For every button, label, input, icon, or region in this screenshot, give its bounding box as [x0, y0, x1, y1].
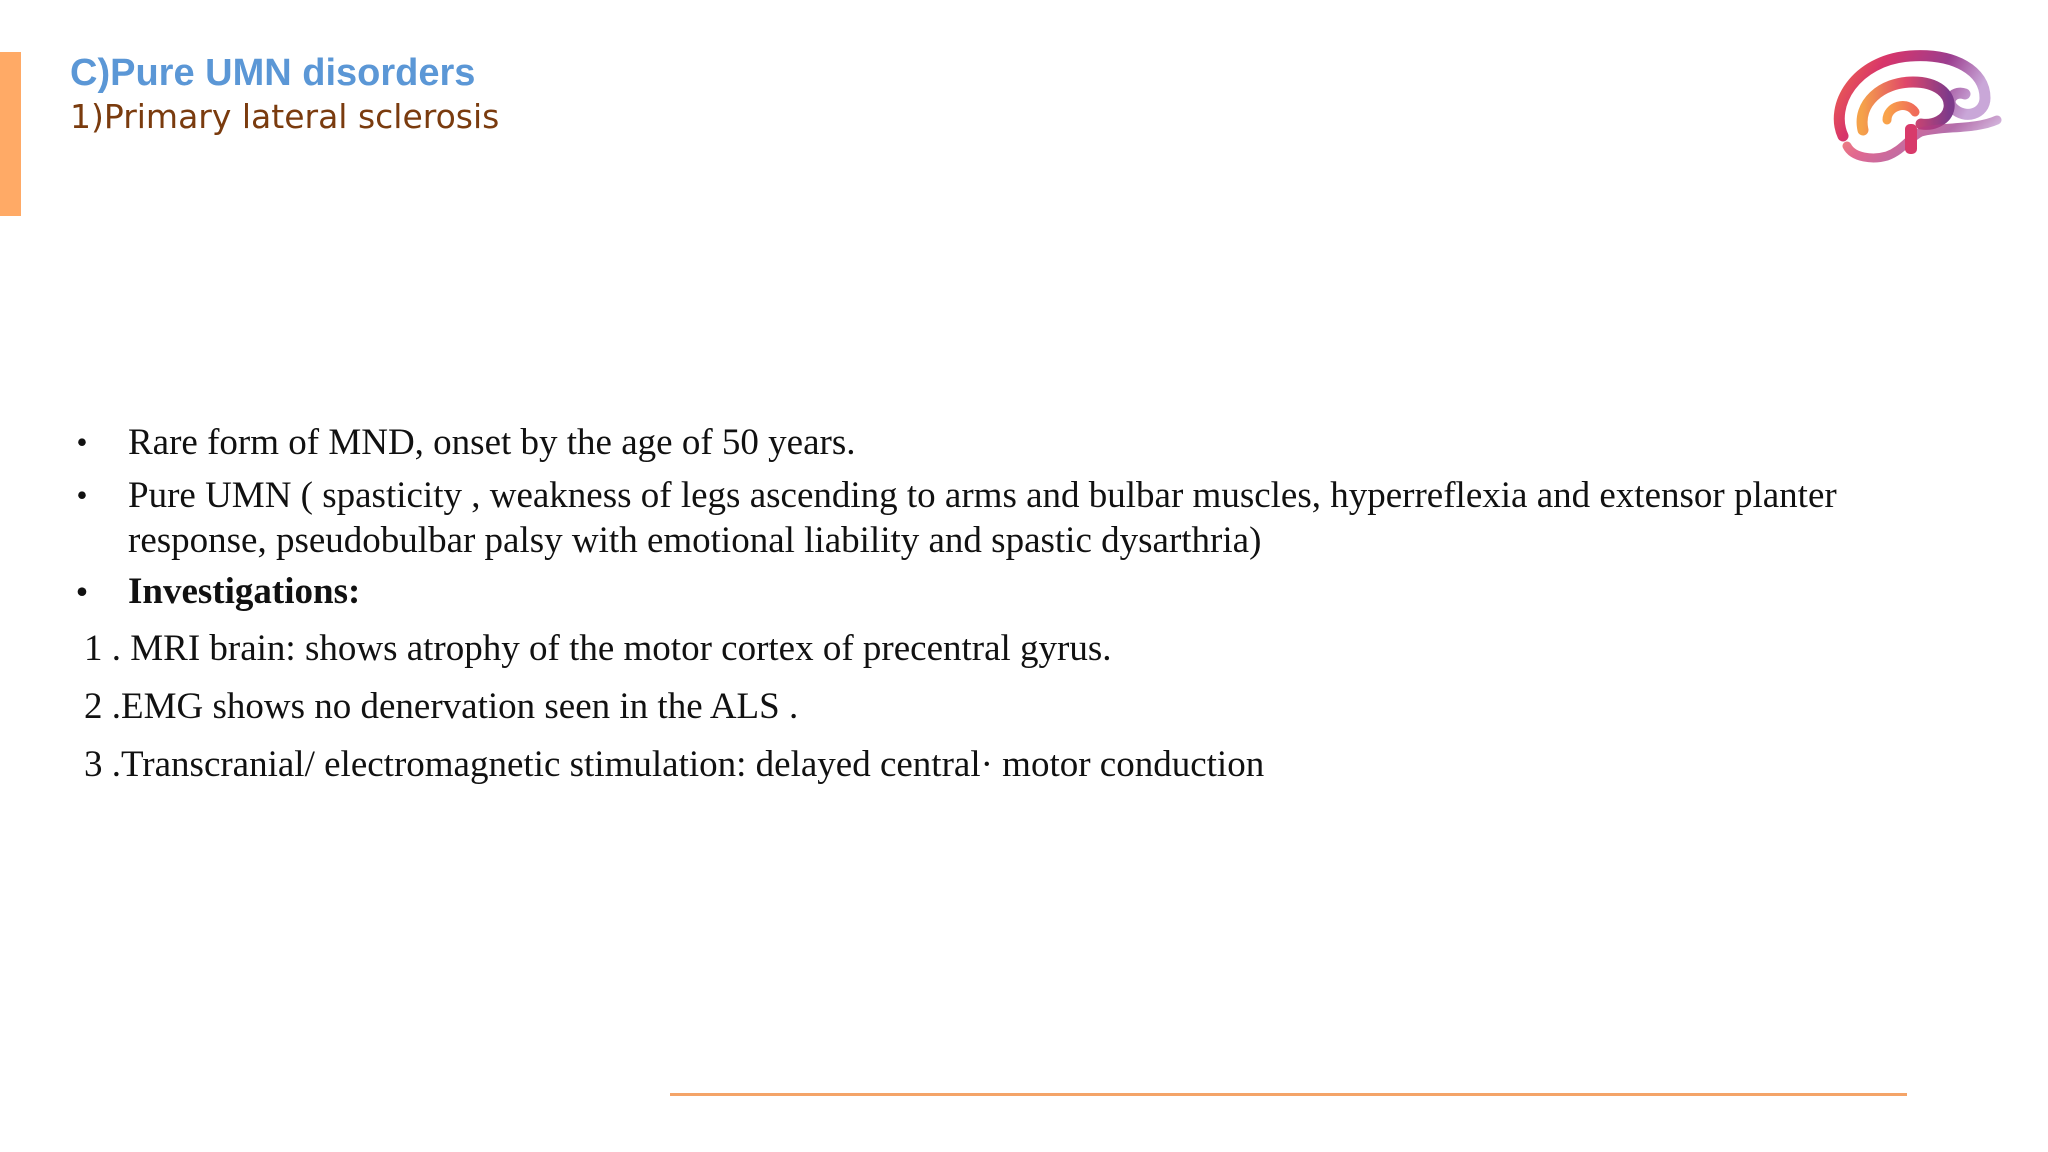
bullet-item-heading	[70, 569, 1970, 614]
bullet-item	[70, 420, 1970, 465]
investigation-item: 1 . MRI brain: shows atrophy of the motor cortex of precentral gyrus.	[84, 628, 1112, 669]
bullet-text: Rare form of MND, onset by the age of 50 years.	[128, 422, 856, 463]
footer-divider	[670, 1093, 1907, 1096]
investigation-item: 3 .Transcranial/ electromagnetic stimulation: delayed central· motor conduction	[84, 744, 1265, 785]
bullet-text: Pure UMN ( spasticity , weakness of legs ascending to arms and bulbar muscles, hyperreflexia and extensor planter response, pseudobulbar palsy with emotional liability and spastic dysarthria)	[128, 475, 1837, 561]
bullet-dot-icon: •	[76, 424, 88, 460]
bullet-dot-icon: •	[76, 477, 88, 513]
investigation-item: 2 .EMG shows no denervation seen in the ALS .	[84, 686, 799, 727]
bullet-dot-icon: •	[76, 573, 88, 609]
slide-body	[70, 420, 1970, 800]
slide-subtitle: 1)Primary lateral sclerosis	[70, 97, 500, 136]
investigations-heading: Investigations:	[128, 571, 361, 612]
brain-logo-icon	[1825, 46, 2005, 168]
slide-title: C)Pure UMN disorders	[70, 52, 476, 94]
accent-bar	[0, 52, 21, 216]
bullet-item	[70, 473, 1970, 563]
